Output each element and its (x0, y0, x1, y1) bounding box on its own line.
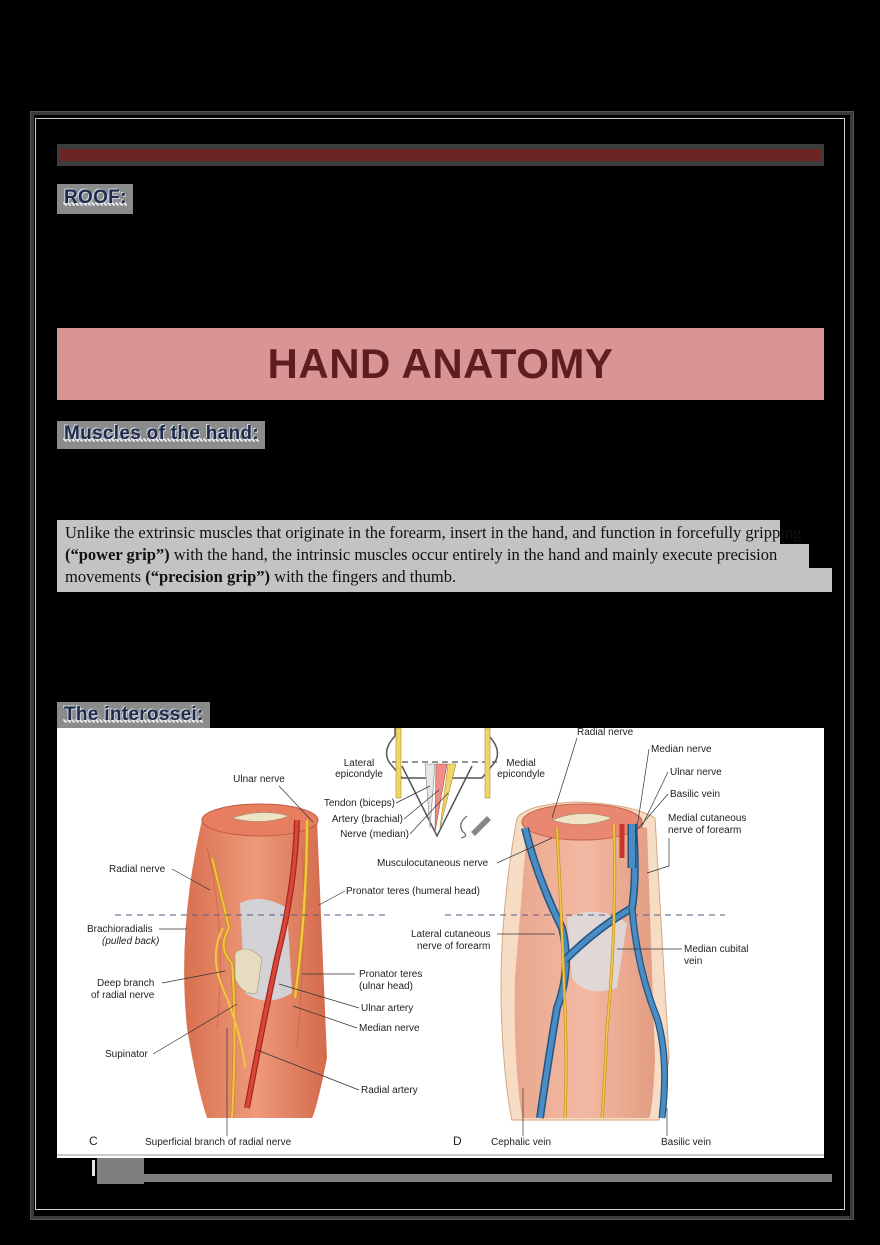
svg-text:Musculocutaneous nerve: Musculocutaneous nerve (377, 858, 489, 869)
svg-text:Basilic vein: Basilic vein (670, 789, 721, 800)
title-banner (57, 328, 824, 400)
svg-text:Pronator teres (humeral head): Pronator teres (humeral head) (346, 886, 480, 897)
svg-text:Median nerve: Median nerve (651, 744, 712, 755)
svg-text:Supinator: Supinator (105, 1049, 148, 1060)
svg-text:Superficial branch of radial n: Superficial branch of radial nerve (145, 1137, 292, 1148)
svg-text:Nerve (median): Nerve (median) (340, 829, 409, 840)
svg-text:Pronator teres: Pronator teres (359, 969, 423, 980)
svg-text:Deep branch: Deep branch (97, 978, 155, 989)
svg-text:Medial: Medial (506, 758, 536, 769)
svg-text:Radial artery: Radial artery (361, 1085, 418, 1096)
svg-text:Radial nerve: Radial nerve (577, 728, 634, 738)
svg-text:Lateral cutaneous: Lateral cutaneous (411, 929, 491, 940)
svg-text:Tendon (biceps): Tendon (biceps) (323, 798, 395, 809)
header-decorative-bar (57, 144, 824, 166)
precision-grip-term: (“precision grip”) (145, 567, 271, 586)
footer-bar (122, 1174, 832, 1182)
svg-text:D: D (453, 1134, 462, 1148)
paragraph-text: with the hand, the intrinsic muscles occur entirely in the hand and mainly execute precision movements (65, 545, 778, 586)
power-grip-term: (“power grip”) (65, 545, 170, 564)
svg-text:Artery (brachial): Artery (brachial) (331, 814, 403, 825)
section-heading-muscles: Muscles of the hand: (57, 421, 265, 449)
svg-text:Basilic vein: Basilic vein (661, 1137, 712, 1148)
svg-text:Radial nerve: Radial nerve (109, 864, 166, 875)
section-heading-roof: ROOF: (57, 184, 133, 214)
svg-text:vein: vein (684, 956, 703, 967)
svg-text:Median nerve: Median nerve (359, 1023, 420, 1034)
svg-text:nerve of forearm: nerve of forearm (417, 941, 491, 952)
svg-text:(pulled back): (pulled back) (102, 936, 160, 947)
svg-text:Lateral: Lateral (343, 758, 375, 769)
svg-text:(ulnar head): (ulnar head) (359, 981, 413, 992)
intrinsic-muscles-paragraph (65, 522, 825, 588)
panel-d-forearm (445, 802, 725, 1120)
section-heading-interossei: The interossei: (57, 702, 210, 730)
svg-text:Ulnar nerve: Ulnar nerve (233, 774, 285, 785)
svg-text:C: C (89, 1134, 98, 1148)
svg-text:Median cubital: Median cubital (684, 944, 749, 955)
panel-c-forearm (115, 804, 390, 1118)
inset-diagram (324, 728, 546, 840)
svg-text:epicondyle: epicondyle (335, 769, 383, 780)
footer-mark (92, 1160, 95, 1176)
paragraph-text: with the fingers and thumb. (270, 567, 457, 586)
svg-text:nerve of forearm: nerve of forearm (668, 825, 742, 836)
svg-text:Cephalic vein: Cephalic vein (491, 1137, 552, 1148)
svg-text:epicondyle: epicondyle (497, 769, 545, 780)
svg-text:Ulnar artery: Ulnar artery (361, 1003, 414, 1014)
cubital-fossa-figure (57, 728, 824, 1158)
page-title: HAND ANATOMY (267, 340, 614, 387)
svg-text:Brachioradialis: Brachioradialis (87, 924, 153, 935)
svg-text:Medial cutaneous: Medial cutaneous (668, 813, 747, 824)
svg-text:of radial nerve: of radial nerve (91, 990, 155, 1001)
svg-text:Ulnar nerve: Ulnar nerve (670, 767, 722, 778)
paragraph-text: Unlike the extrinsic muscles that originate in the forearm, insert in the hand, and function in forcefully gripping (65, 523, 802, 542)
